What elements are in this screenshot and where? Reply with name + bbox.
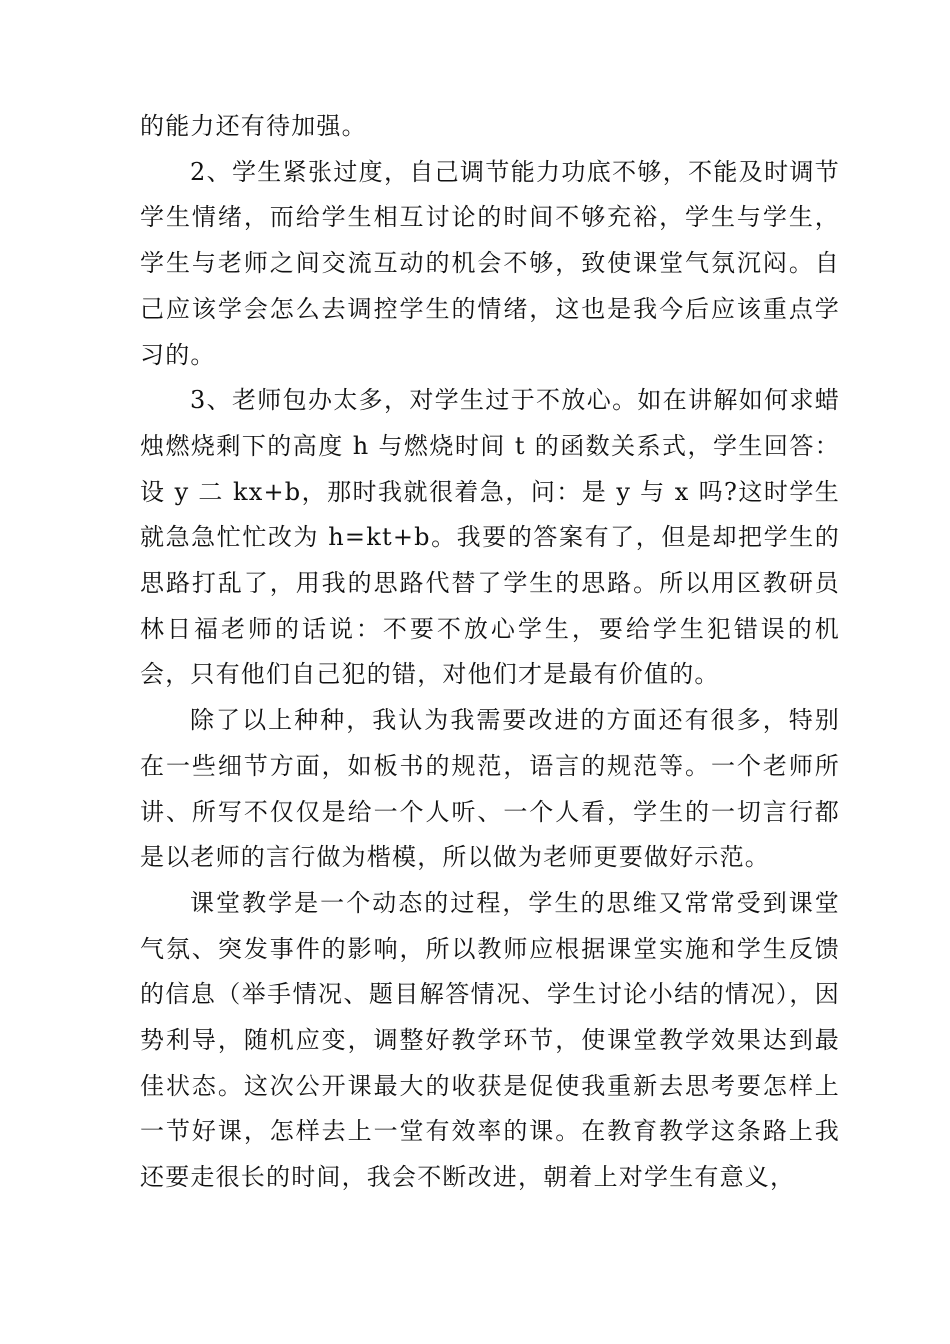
paragraph-conclusion: 课堂教学是一个动态的过程，学生的思维又常常受到课堂气氛、突发事件的影响，所以教师应根据课堂实施和学生反馈的信息（举手情况、题目解答情况、学生讨论小结的情况），因势利导，随机应变，调整好教学环节，使课堂教学效果达到最佳状态。这次公开课最大的收获是促使我重新去思考要怎样上一节好课，怎样去上一堂有效率的课。在教育教学这条路上我还要走很长的时间，我会不断改进，朝着上对学生有意义， [140,888,840,1192]
paragraph-continuation: 的能力还有待加强。 [140,112,367,140]
document-body [140,104,840,1201]
paragraph-point-2: 2、学生紧张过度，自己调节能力功底不够，不能及时调节学生情绪，而给学生相互讨论的时间不够充裕，学生与学生，学生与老师之间交流互动的机会不够，致使课堂气氛沉闷。自己应该学会怎么去调控学生的情绪，这也是我今后应该重点学习的。 [140,157,840,369]
paragraph-point-3: 3、老师包办太多，对学生过于不放心。如在讲解如何求蜡烛燃烧剩下的高度 h 与燃烧时间 t 的函数关系式，学生回答：设 y 二 kx+b，那时我就很着急，问：是 y 与 x 吗?这时学生就急急忙忙改为 h=kt+b。我要的答案有了，但是却把学生的思路打乱了，用我的思路代替了学生的思路。所以用区教研员林日福老师的话说：不要不放心学生，要给学生犯错误的机会，只有他们自己犯的错，对他们才是最有价值的。 [140,386,840,689]
paragraph-improvements: 除了以上种种，我认为我需要改进的方面还有很多，特别在一些细节方面，如板书的规范，语言的规范等。一个老师所讲、所写不仅仅是给一个人听、一个人看，学生的一切言行都是以老师的言行做为楷模，所以做为老师更要做好示范。 [140,706,840,872]
